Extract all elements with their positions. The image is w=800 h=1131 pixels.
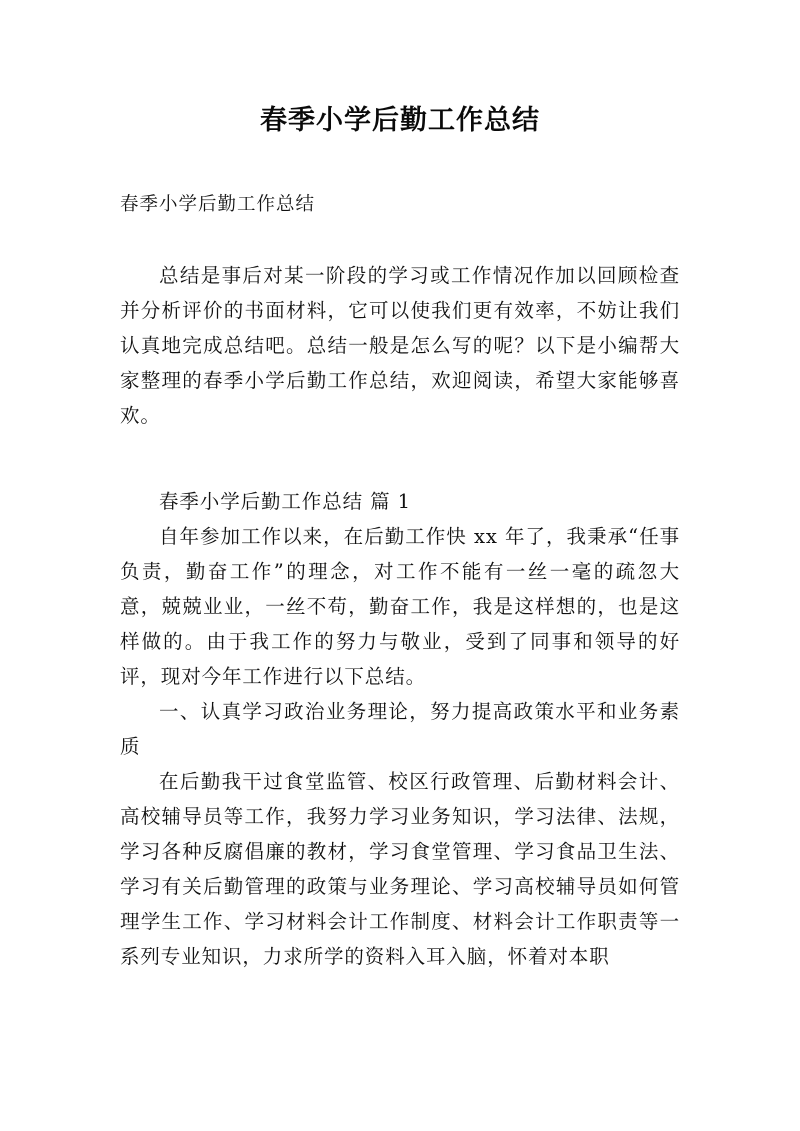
document-subtitle: 春季小学后勤工作总结 — [120, 194, 316, 215]
body-paragraph: 自年参加工作以来，在后勤工作快 xx 年了，我秉承“任事负责，勤奋工作”的理念，对工作不能有一丝一毫的疏忽大意，兢兢业业，一丝不苟，勤奋工作，我是这样想的，也是这样做的。由于我工作的努力与敬业，受到了同事和领导的好评，现对今年工作进行以下总结。 — [120, 525, 680, 688]
body-paragraph: 在后勤我干过食堂监管、校区行政管理、后勤材料会计、高校辅导员等工作，我努力学习业务知识，学习法律、法规，学习各种反腐倡廉的教材，学习食堂管理、学习食品卫生法、学习有关后勤管理的政策与业务理论、学习高校辅导员如何管理学生工作、学习材料会计工作制度、材料会计工作职责等一系列专业知识，力求所学的资料入耳入脑，怀着对本职 — [120, 770, 680, 968]
intro-paragraph: 总结是事后对某一阶段的学习或工作情况作加以回顾检查并分析评价的书面材料，它可以使我们更有效率，不妨让我们认真地完成总结吧。总结一般是怎么写的呢？以下是小编帮大家整理的春季小学后勤工作总结，欢迎阅读，希望大家能够喜欢。 — [120, 264, 680, 427]
section-heading: 一、认真学习政治业务理论，努力提高政策水平和业务素质 — [120, 700, 680, 758]
document-title: 春季小学后勤工作总结 — [260, 105, 540, 136]
intro-block — [120, 258, 680, 433]
section-block — [120, 484, 680, 974]
section-label: 春季小学后勤工作总结 篇 1 — [159, 490, 411, 513]
